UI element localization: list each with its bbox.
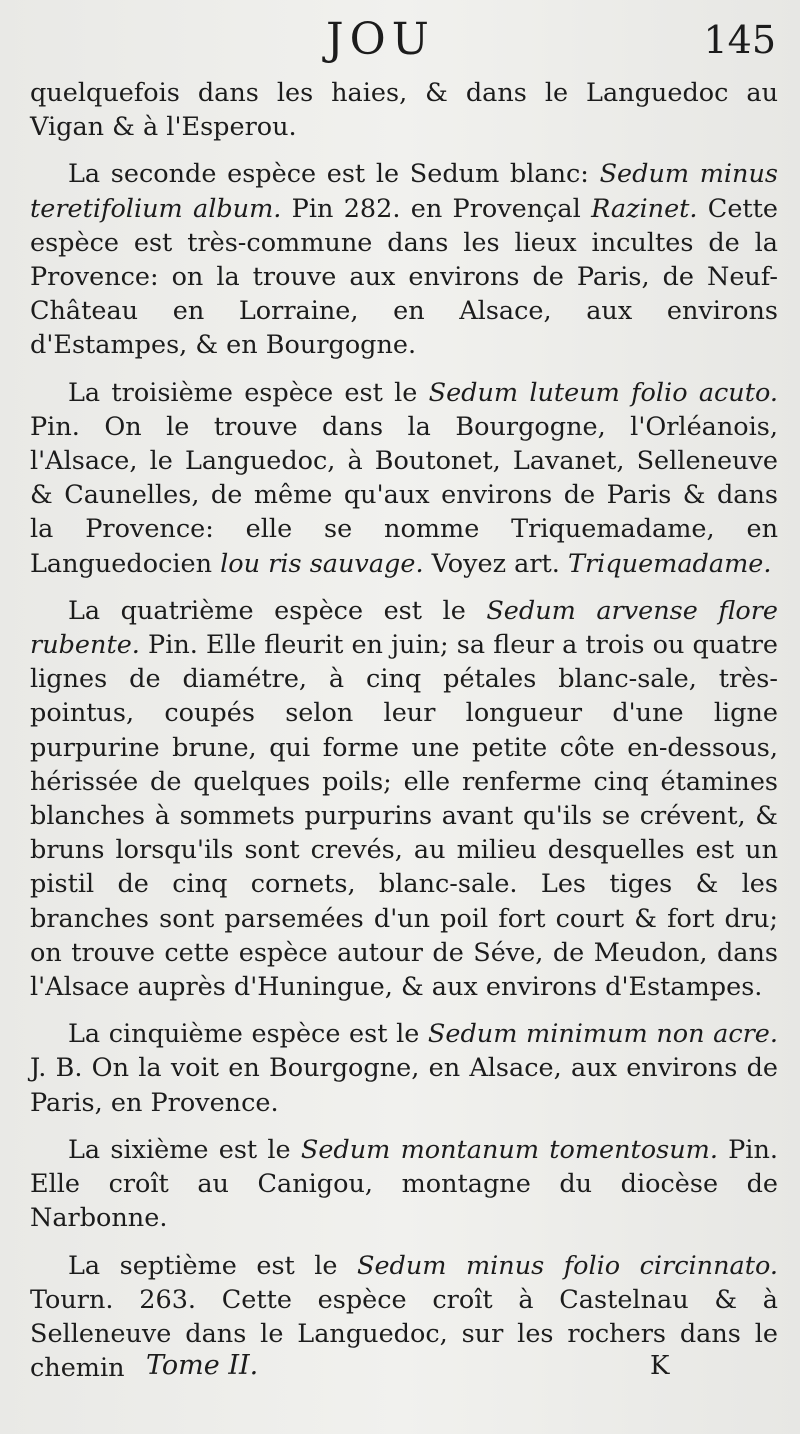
- paragraph: [30, 1017, 778, 1120]
- text-run: La sixième est le: [68, 1134, 301, 1165]
- text-run: La septième est le: [68, 1250, 357, 1281]
- body-text: [30, 76, 778, 1398]
- page-header: [0, 14, 800, 74]
- paragraph: [30, 376, 778, 581]
- text-run: Tourn. 263. Cette espèce croît à Castelnau & à Selleneuve dans le Languedoc, sur les rochers dans le chemin: [30, 1284, 778, 1384]
- paragraph: [30, 157, 778, 362]
- text-run: La seconde espèce est le Sedum blanc:: [68, 159, 600, 190]
- italic-text: Sedum minus teretifolium album.: [30, 159, 778, 224]
- text-run: La troisième espèce est le: [68, 377, 429, 408]
- page-number: 145: [703, 18, 776, 62]
- text-run: Pin 282. en Provençal: [281, 193, 592, 224]
- volume-label: Tome II.: [146, 1350, 259, 1381]
- italic-text: Sedum montanum tomentosum.: [300, 1134, 718, 1165]
- italic-text: Sedum minus folio circinnato.: [356, 1250, 778, 1281]
- paragraph: [30, 76, 778, 144]
- text-run: Pin. Elle croît au Canigou, montagne du diocèse de Narbonne.: [30, 1134, 778, 1234]
- text-run: J. B. On la voit en Bourgogne, en Alsace, aux environs de Paris, en Provence.: [30, 1053, 778, 1118]
- italic-text: lou ris sauvage.: [220, 548, 424, 579]
- italic-text: Triquemadame.: [567, 548, 772, 579]
- signature-mark: K: [650, 1351, 670, 1381]
- text-run: quelquefois dans les haies, & dans le Languedoc au Vigan & à l'Esperou.: [30, 78, 778, 143]
- text-run: La quatrième espèce est le: [68, 595, 487, 626]
- text-run: Pin. Elle fleurit en juin; sa fleur a trois ou quatre lignes de diamétre, à cinq pétales blanc-sale, très-pointus, coupés selon leur longueur d'une ligne purpurine brune, qui forme une petite côte en-dessous, hérissée de quelques poils; elle renferme cinq étamines blanches à sommets purpurins avant qu'ils se crévent, & bruns lorsqu'ils sont crevés, au milieu desquelles est un pistil de cinq cornets, blanc-sale. Les tiges & les branches sont parsemées d'un poil fort court & fort dru; on trouve cette espèce autour de Séve, de Meudon, dans l'Alsace auprès d'Huningue, & aux environs d'Estampes.: [30, 630, 778, 1003]
- paragraph: [30, 594, 778, 1004]
- italic-text: Sedum minimum non acre.: [427, 1019, 778, 1050]
- paragraph: [30, 1133, 778, 1236]
- italic-text: Sedum arvense flore rubente.: [30, 595, 778, 661]
- text-run: Voyez art.: [423, 548, 568, 579]
- text-run: La cinquième espèce est le: [68, 1019, 428, 1050]
- text-run: Cette espèce est très-commune dans les lieux incultes de la Provence: on la trouve aux environs de Paris, de Neuf-Château en Lorraine, en Alsace, aux environs d'Estampes, & en Bourgogne.: [30, 193, 778, 361]
- italic-text: Razinet.: [591, 193, 698, 224]
- page-footer: [0, 1346, 800, 1396]
- running-head: JOU: [326, 14, 435, 65]
- italic-text: Sedum luteum folio acuto.: [428, 377, 778, 408]
- text-run: Pin. On le trouve dans la Bourgogne, l'Orléanois, l'Alsace, le Languedoc, à Boutonet, Lavanet, Selleneuve & Caunelles, de même qu'aux environs de Paris & dans la Provence: elle se nomme Triquemadame, en Languedocien: [30, 411, 778, 579]
